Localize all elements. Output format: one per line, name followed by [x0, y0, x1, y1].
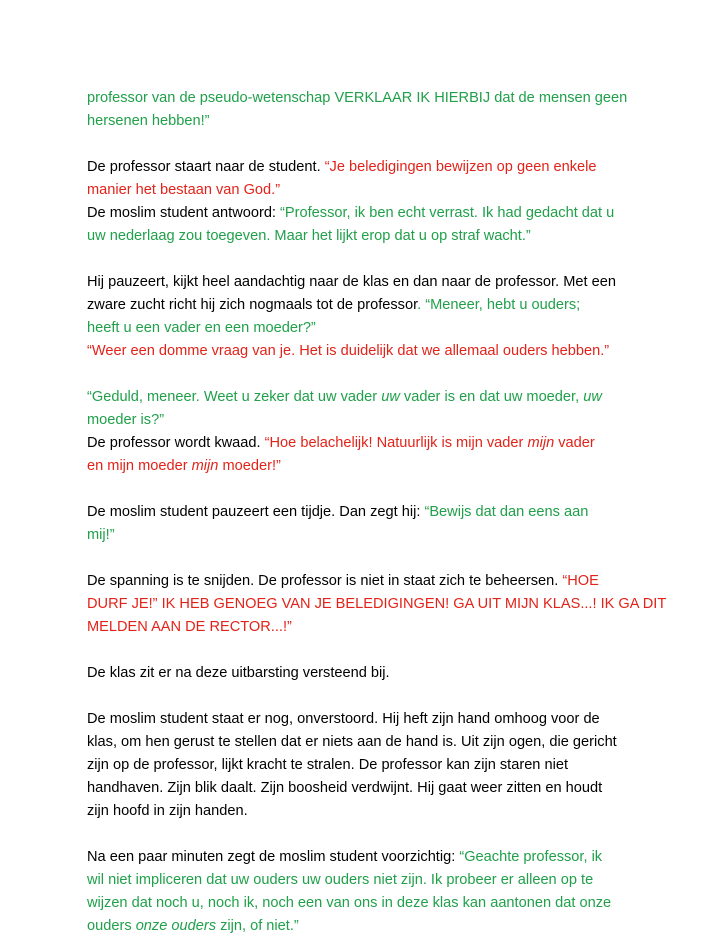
professor-speech: [87, 455, 653, 478]
text-line: [87, 570, 653, 593]
narration-text: De klas zit er na deze uitbarsting versteend bij.: [87, 665, 390, 681]
narration-text: De professor staart naar de student.: [87, 159, 325, 175]
speech-fragment: “Hoe belachelijk! Natuurlijk is mijn vader: [264, 435, 528, 451]
emphasis-text: mijn: [191, 458, 219, 474]
paragraph-7: [87, 662, 653, 685]
muslim-student-speech: wil niet impliceren dat uw ouders uw ouders niet zijn. Ik probeer er alleen op te: [87, 872, 594, 888]
professor-speech: “Weer een domme vraag van je. Het is duidelijk dat we allemaal ouders hebben.”: [87, 343, 610, 359]
narration-text: zijn hoofd in zijn handen.: [87, 803, 248, 819]
muslim-student-speech: uw nederlaag zou toegeven. Maar het lijkt erop dat u op straf wacht.”: [87, 228, 531, 244]
professor-speech: DURF JE!” IK HEB GENOEG VAN JE BELEDIGINGEN! GA UIT MIJN KLAS...! IK GA DIT: [87, 596, 667, 612]
muslim-student-speech: “Bewijs dat dan eens aan: [424, 504, 589, 520]
speech-fragment: vader is en dat uw moeder,: [399, 389, 584, 405]
muslim-student-speech: “Geachte professor, ik: [459, 849, 603, 865]
professor-speech: MELDEN AAN DE RECTOR...!”: [87, 619, 292, 635]
speech-fragment: “Geduld, meneer. Weet u zeker dat uw vader: [87, 389, 382, 405]
text-line: professor van de pseudo-wetenschap VERKLAAR IK HIERBIJ dat de mensen geen: [87, 90, 628, 106]
emphasis-text: mijn: [527, 435, 555, 451]
paragraph-5: [87, 501, 653, 547]
emphasis-text: uw: [583, 389, 602, 405]
paragraph-9: [87, 846, 653, 938]
muslim-student-speech: [87, 915, 653, 938]
narration-text: zijn op de professor, lijkt kracht te stralen. De professor kan zijn staren niet: [87, 757, 569, 773]
muslim-student-speech: moeder is?”: [87, 412, 165, 428]
narration-text: De moslim student staat er nog, onverstoord. Hij heft zijn hand omhoog voor de: [87, 711, 600, 727]
narration-text: De spanning is te snijden. De professor is niet in staat zich te beheersen.: [87, 573, 563, 589]
emphasis-text: uw: [381, 389, 400, 405]
text-line: hersenen hebben!”: [87, 113, 210, 129]
professor-speech: [265, 435, 595, 451]
professor-speech: manier het bestaan van God.”: [87, 182, 281, 198]
text-line: [87, 432, 653, 455]
narration-text: zware zucht richt hij zich nogmaals tot de professor: [87, 297, 418, 313]
paragraph-2: [87, 156, 653, 248]
text-line: [87, 846, 653, 869]
professor-speech: “HOE: [562, 573, 599, 589]
muslim-student-speech: . “Meneer, hebt u ouders;: [417, 297, 581, 313]
narration-text: De moslim student pauzeert een tijdje. Dan zegt hij:: [87, 504, 425, 520]
paragraph-8: [87, 708, 653, 823]
text-line: [87, 501, 653, 524]
speech-fragment: vader: [554, 435, 595, 451]
narration-text: klas, om hen gerust te stellen dat er niets aan de hand is. Uit zijn ogen, die gericht: [87, 734, 617, 750]
paragraph-3: [87, 271, 653, 363]
speech-fragment: en mijn moeder: [87, 458, 192, 474]
emphasis-text: onze ouders: [135, 918, 217, 934]
speech-fragment: zijn, of niet.”: [216, 918, 299, 934]
muslim-student-speech: “Professor, ik ben echt verrast. Ik had gedacht dat u: [280, 205, 615, 221]
speech-fragment: moeder!”: [218, 458, 281, 474]
muslim-student-speech: mij!”: [87, 527, 115, 543]
speech-fragment: ouders: [87, 918, 136, 934]
narration-text: Hij pauzeert, kijkt heel aandachtig naar de klas en dan naar de professor. Met een: [87, 274, 616, 290]
narration-text: De moslim student antwoord:: [87, 205, 281, 221]
muslim-student-speech: heeft u een vader en een moeder?”: [87, 320, 316, 336]
text-line: [87, 202, 653, 225]
professor-speech: “Je beledigingen bewijzen op geen enkele: [324, 159, 597, 175]
muslim-student-speech: [87, 386, 653, 409]
text-line: [87, 294, 653, 317]
muslim-student-speech: wijzen dat noch u, noch ik, noch een van ons in deze klas kan aantonen dat onze: [87, 895, 612, 911]
paragraph-6: [87, 570, 667, 639]
narration-text: De professor wordt kwaad.: [87, 435, 265, 451]
paragraph-4: [87, 386, 653, 478]
text-line: [87, 156, 653, 179]
document-page: [87, 87, 667, 938]
paragraph-1: [87, 87, 653, 133]
narration-text: handhaven. Zijn blik daalt. Zijn boosheid verdwijnt. Hij gaat weer zitten en houdt: [87, 780, 603, 796]
narration-text: Na een paar minuten zegt de moslim student voorzichtig:: [87, 849, 460, 865]
